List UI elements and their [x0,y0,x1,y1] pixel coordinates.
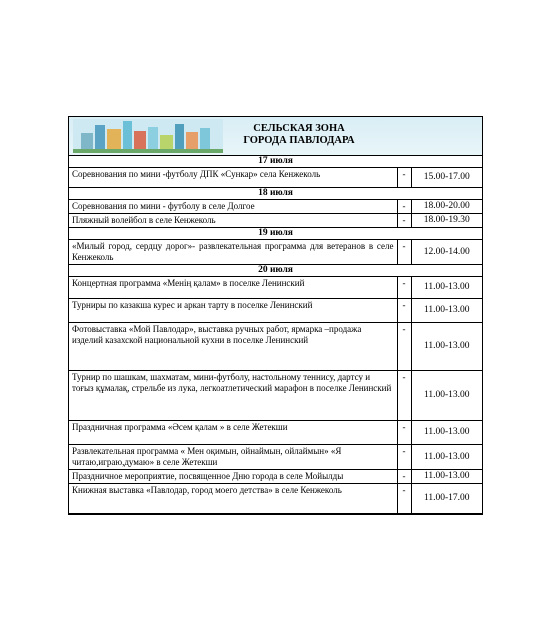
date-row [69,156,482,168]
event-title: Развлекательная программа « Мен оқимын, ойнаймын, ойлаймын» «Я читаю,играю,думаю» в селе Жетекши [69,445,397,470]
table-row [69,200,482,214]
event-title: Концертная программа «Менің қалам» в поселке Ленинский [69,277,397,299]
title-line-2: ГОРОДА ПАВЛОДАРА [243,135,355,146]
date-row [69,228,482,240]
date-row [69,188,482,200]
event-time: 15.00-17.00 [411,168,482,188]
event-time: 11.00-13.00 [411,371,482,421]
event-time: 18.00-20.00 [411,200,482,214]
city-skyline-image [73,119,223,153]
event-title: Соревнования по мини - футболу в селе Долгое [69,200,397,214]
table-row [69,168,482,188]
table-row [69,484,482,514]
event-title: Пляжный волейбол в селе Кенжеколь [69,214,397,228]
schedule-document [68,116,483,515]
event-time: 11.00-13.00 [411,470,482,484]
event-title: Фотовыставка «Мой Павлодар», выставка ручных работ, ярмарка –продажа изделий казахской национальной кухни в поселке Ленинский [69,323,397,371]
event-time: 11.00-13.00 [411,421,482,445]
event-time: 11.00-13.00 [411,323,482,371]
event-time: 11.00-13.00 [411,445,482,470]
event-dash: - [397,323,411,371]
date-label: 18 июля [69,188,482,200]
event-dash: - [397,470,411,484]
event-dash: - [397,168,411,188]
event-title: Праздничное мероприятие, посвященное Дню города в селе Мойылды [69,470,397,484]
event-time: 18.00-19.30 [411,214,482,228]
event-dash: - [397,371,411,421]
event-title: Турниры по казакша курес и аркан тарту в поселке Ленинский [69,299,397,323]
table-row [69,371,482,421]
event-dash: - [397,299,411,323]
event-dash: - [397,277,411,299]
table-row [69,323,482,371]
event-dash: - [397,214,411,228]
event-time: 12.00-14.00 [411,240,482,265]
title-line-1: СЕЛЬСКАЯ ЗОНА [253,123,345,134]
event-dash: - [397,484,411,514]
date-row [69,265,482,277]
event-dash: - [397,421,411,445]
date-label: 20 июля [69,265,482,277]
table-row [69,277,482,299]
table-row [69,299,482,323]
event-title: Книжная выставка «Павлодар, город моего детства» в селе Кенжеколь [69,484,397,514]
event-time: 11.00-13.00 [411,277,482,299]
table-row [69,240,482,265]
table-row [69,470,482,484]
event-dash: - [397,445,411,470]
document-header [69,117,482,156]
table-row [69,214,482,228]
table-row [69,421,482,445]
document-title [219,123,379,147]
event-dash: - [397,200,411,214]
event-title: Соревнования по мини -футболу ДПК «Сункар» села Кенжеколь [69,168,397,188]
event-time: 11.00-13.00 [411,299,482,323]
event-title: «Милый город, сердцу дорог»- развлекательная программа для ветеранов в селе Кенжеколь [69,240,397,265]
event-title: Турнир по шашкам, шахматам, мини-футболу, настольному теннису, дартсу и тоғыз құмалақ, стрельбе из лука, легкоатлетический марафон в поселке Ленинский [69,371,397,421]
event-dash: - [397,240,411,265]
date-label: 19 июля [69,228,482,240]
date-label: 17 июля [69,156,482,168]
table-row [69,445,482,470]
schedule-table [69,156,482,514]
event-time: 11.00-17.00 [411,484,482,514]
event-title: Праздничная программа «Әсем қалам » в селе Жетекши [69,421,397,445]
